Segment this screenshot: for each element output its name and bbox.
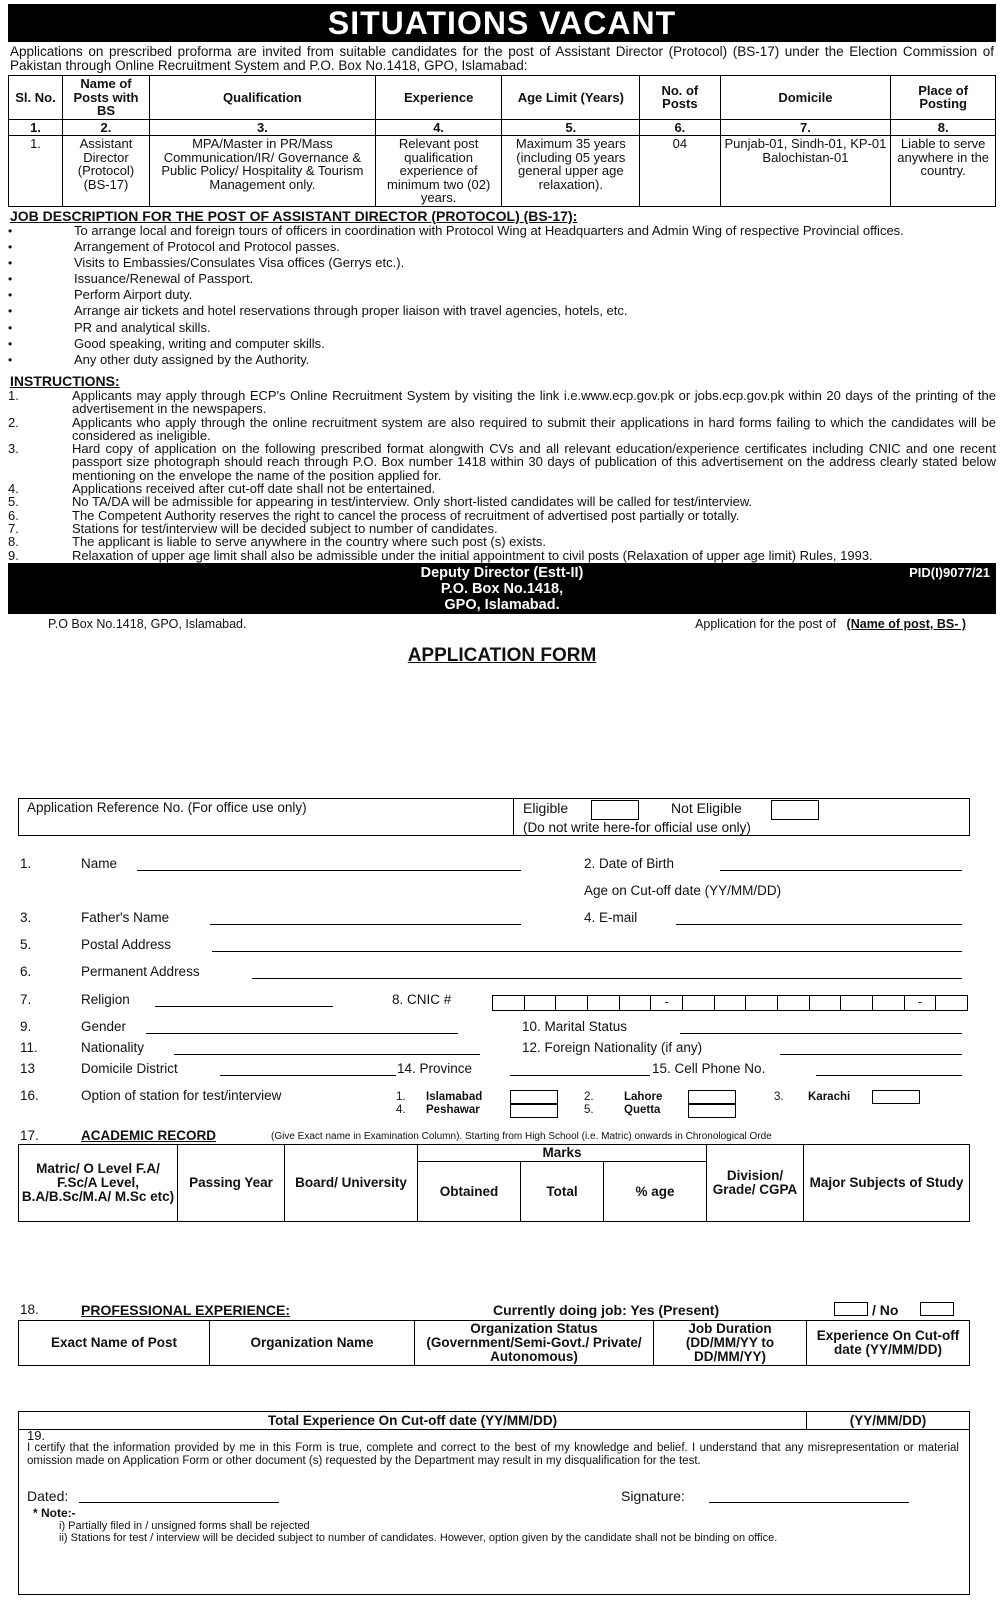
list-item: • Any other duty assigned by the Authority. xyxy=(8,353,996,367)
item-text: Applicants may apply through ECP's Online Recruitment System by visiting the link i.e.www.ecp.gov.pk or jobs.ecp.gov.pk within 20 days of the printing of the advertisement in the newspapers. xyxy=(72,388,996,417)
table-row[interactable] xyxy=(19,1252,970,1267)
station-karachi-checkbox[interactable] xyxy=(872,1090,920,1104)
num-cell: 1. xyxy=(9,119,63,136)
station-number: 3. xyxy=(774,1091,784,1103)
cnic-box[interactable] xyxy=(715,996,747,1010)
station-islamabad-checkbox[interactable] xyxy=(510,1090,558,1104)
item-number: 9. xyxy=(8,547,19,563)
cnic-box[interactable] xyxy=(525,996,557,1010)
item-text: Stations for test/interview will be decided subject to number of candidates. xyxy=(72,520,498,536)
col-division: Division/ Grade/ CGPA xyxy=(707,1145,804,1222)
note-item: i) Partially filed in / unsigned forms shall be rejected xyxy=(59,1520,310,1532)
table-row[interactable] xyxy=(19,1222,970,1238)
not-eligible-checkbox[interactable] xyxy=(771,800,819,820)
cell-posting: Liable to serve anywhere in the country. xyxy=(891,136,996,207)
station-number: 1. xyxy=(396,1091,406,1103)
cell-experience: Relevant post qualification experience of minimum two (02) years. xyxy=(375,136,502,207)
item-text: Applicants who apply through the online recruitment system are also required to submit their applications in hard forms failing to which the candidates will be considered as ineligible. xyxy=(72,414,996,443)
list-item xyxy=(8,549,996,562)
certification-text: I certify that the information provided by me in this Form is true, complete and correct to the best of my knowledge and belief. I understand that any misrepresentation or material omission made on Application Form or other document (s) requested by the Department may result in my disqualification for the test. xyxy=(27,1442,959,1467)
nationality-label: Nationality xyxy=(81,1040,145,1055)
col-post: Name of Posts with BS xyxy=(62,76,149,120)
cnic-box[interactable] xyxy=(936,996,967,1010)
cell-post: Assistant Director (Protocol) (BS-17) xyxy=(62,136,149,207)
item-number: 7. xyxy=(8,520,19,536)
foreign-nationality-field[interactable] xyxy=(780,1040,962,1055)
station-number: 5. xyxy=(584,1104,594,1116)
num-cell: 8. xyxy=(891,119,996,136)
cnic-box[interactable] xyxy=(810,996,842,1010)
station-number: 4. xyxy=(396,1104,406,1116)
po-box-address: P.O Box No.1418, GPO, Islamabad. xyxy=(48,616,247,631)
item-text: The Competent Authority reserves the right to cancel the process of recruitment of advertised post partially or totally. xyxy=(72,507,740,523)
field-number: 19. xyxy=(27,1428,46,1443)
station-peshawar: Peshawar xyxy=(426,1104,480,1116)
address-bar xyxy=(8,563,996,614)
pid-number: PID(I)9077/21 xyxy=(909,564,990,580)
academic-record-table xyxy=(18,1144,970,1297)
eligible-label: Eligible xyxy=(523,800,569,816)
address-line: P.O. Box No.1418, xyxy=(440,580,564,597)
cnic-box[interactable] xyxy=(620,996,652,1010)
domicile-district-field[interactable] xyxy=(220,1061,396,1076)
office-use-box xyxy=(18,798,970,836)
field-number: 6. xyxy=(20,964,32,979)
post-applied-label: Application for the post of xyxy=(695,616,837,631)
field-number: 9. xyxy=(20,1019,32,1034)
col-posts: No. of Posts xyxy=(640,76,720,120)
post-applied-line xyxy=(695,617,966,631)
table-row[interactable] xyxy=(19,1396,970,1412)
cell-domicile: Punjab-01, Sindh-01, KP-01 Balochistan-01 xyxy=(720,136,891,207)
address-line: Deputy Director (Estt-II) xyxy=(420,564,584,581)
col-post: Exact Name of Post xyxy=(19,1321,210,1366)
current-job-yes-checkbox[interactable] xyxy=(834,1302,868,1316)
ref-cell xyxy=(19,799,514,835)
instructions-title: INSTRUCTIONS: xyxy=(10,373,120,389)
table-row[interactable] xyxy=(19,1366,970,1382)
total-experience-value: (YY/MM/DD) xyxy=(807,1412,970,1430)
num-cell: 5. xyxy=(502,119,640,136)
item-text: The applicant is liable to serve anywhere in the country where such post (s) exists. xyxy=(72,534,547,550)
list-item: • Arrangement of Protocol and Protocol passes. xyxy=(8,240,996,254)
item-text: Relaxation of upper age limit shall also be admissible under the initial appointment to civil posts (Relaxation of upper age limit) Rules, 1993. xyxy=(72,547,873,563)
province-field[interactable] xyxy=(510,1061,650,1076)
station-islamabad: Islamabad xyxy=(426,1091,483,1103)
foreign-nationality-label: 12. Foreign Nationality (if any) xyxy=(522,1040,703,1055)
age-label: Age on Cut-off date (YY/MM/DD) xyxy=(584,883,782,898)
current-job-no-checkbox[interactable] xyxy=(920,1302,954,1316)
col-duration: Job Duration (DD/MM/YY to DD/MM/YY) xyxy=(654,1321,807,1366)
col-total: Total xyxy=(521,1162,604,1222)
field-number: 11. xyxy=(20,1040,38,1055)
cnic-box[interactable] xyxy=(873,996,905,1010)
field-number: 5. xyxy=(20,937,32,952)
cnic-dash: - xyxy=(905,996,937,1010)
permanent-address-field[interactable] xyxy=(252,964,962,979)
table-row[interactable] xyxy=(19,1381,970,1396)
list-item: • Good speaking, writing and computer skills. xyxy=(8,337,996,351)
field-number: 7. xyxy=(20,992,32,1007)
item-number: 8. xyxy=(8,534,19,550)
col-subjects: Major Subjects of Study xyxy=(804,1145,970,1222)
father-name-label: Father's Name xyxy=(81,910,170,925)
col-board: Board/ University xyxy=(285,1145,418,1222)
province-label: 14. Province xyxy=(397,1061,473,1076)
col-domicile: Domicile xyxy=(720,76,891,120)
col-marks: Marks xyxy=(418,1145,707,1162)
item-text: No TA/DA will be admissible for appearing in test/interview. Only short-listed candidates will be called for test/interview. xyxy=(72,494,753,510)
num-cell: 6. xyxy=(640,119,720,136)
cnic-box[interactable] xyxy=(778,996,810,1010)
col-percent: % age xyxy=(604,1162,707,1222)
email-label: 4. E-mail xyxy=(584,910,638,925)
father-name-field[interactable] xyxy=(210,910,521,925)
official-note: (Do not write here-for official use only) xyxy=(523,820,751,835)
col-qualification: Qualification xyxy=(149,76,375,120)
item-number: 2. xyxy=(8,414,19,430)
professional-experience-title: PROFESSIONAL EXPERIENCE: xyxy=(81,1302,291,1318)
field-number: 16. xyxy=(20,1088,39,1103)
current-job-label: Currently doing job: Yes (Present) xyxy=(493,1302,720,1318)
item-number: 3. xyxy=(8,441,19,457)
ref-label: Application Reference No. (For office use only) xyxy=(27,800,307,815)
col-posting: Place of Posting xyxy=(891,76,996,120)
col-age: Age Limit (Years) xyxy=(502,76,640,120)
advertisement xyxy=(8,4,996,675)
cell-qualification: MPA/Master in PR/Mass Communication/IR/ Governance & Public Policy/ Hospitality & Tourism Management only. xyxy=(149,136,375,207)
col-year: Passing Year xyxy=(178,1145,285,1222)
field-number: 1. xyxy=(20,856,32,871)
item-number: 4. xyxy=(8,481,19,497)
field-number: 3. xyxy=(20,910,32,925)
permanent-address-label: Permanent Address xyxy=(81,964,200,979)
station-peshawar-checkbox[interactable] xyxy=(510,1104,558,1118)
current-job-no-label: / No xyxy=(872,1302,899,1318)
num-cell: 4. xyxy=(375,119,502,136)
station-karachi: Karachi xyxy=(808,1091,851,1103)
cnic-box[interactable] xyxy=(683,996,715,1010)
cnic-box[interactable] xyxy=(556,996,588,1010)
col-sl: Sl. No. xyxy=(9,76,63,120)
list-item: • Arrange air tickets and hotel reservations through proper liaison with travel agencies, hotels, etc. xyxy=(8,304,996,318)
col-exam: Matric/ O Level F.A/ F.Sc/A Level, B.A/B.Sc/M.A/ M.Sc etc) xyxy=(19,1145,178,1222)
num-cell: 3. xyxy=(149,119,375,136)
experience-table xyxy=(18,1320,970,1430)
list-item xyxy=(8,389,996,416)
field-number: 13 xyxy=(20,1061,36,1076)
list-item xyxy=(8,416,996,443)
dated-field[interactable] xyxy=(79,1488,279,1503)
marital-status-label: 10. Marital Status xyxy=(522,1019,628,1034)
col-org: Organization Name xyxy=(210,1321,415,1366)
list-item xyxy=(8,495,996,508)
cnic-dash: - xyxy=(651,996,683,1010)
table-row[interactable] xyxy=(19,1282,970,1297)
instructions-list xyxy=(8,389,996,562)
dob-field[interactable] xyxy=(720,856,962,871)
cnic-label: 8. CNIC # xyxy=(392,992,452,1007)
domicile-district-label: Domicile District xyxy=(81,1061,178,1076)
address-line: GPO, Islamabad. xyxy=(444,596,560,613)
field-number: 17. xyxy=(20,1128,39,1143)
item-text: Hard copy of application on the following prescribed format alongwith CVs and all relevant education/experience certificates including CNIC and one recent passport size photograph should reach through P.O. Box number 1418 within 30 days of publication of this advertisement on the address clearly stated below mentioning on the envelope the name of the position applied for. xyxy=(72,441,996,483)
marital-status-field[interactable] xyxy=(680,1019,962,1034)
cell-phone-label: 15. Cell Phone No. xyxy=(652,1061,766,1076)
cell-posts: 04 xyxy=(640,136,720,207)
col-experience: Experience xyxy=(375,76,502,120)
gender-label: Gender xyxy=(81,1019,127,1034)
station-quetta: Quetta xyxy=(624,1104,661,1116)
religion-field[interactable] xyxy=(155,992,333,1007)
list-item: • Visits to Embassies/Consulates Visa offices (Gerrys etc.). xyxy=(8,256,996,270)
cnic-box[interactable] xyxy=(746,996,778,1010)
gender-field[interactable] xyxy=(146,1019,458,1034)
nationality-field[interactable] xyxy=(174,1040,480,1055)
item-number: 1. xyxy=(8,388,19,403)
station-quetta-checkbox[interactable] xyxy=(688,1104,736,1118)
num-cell: 2. xyxy=(62,119,149,136)
field-number: 18. xyxy=(20,1302,39,1317)
academic-record-title: ACADEMIC RECORD xyxy=(81,1128,216,1143)
station-number: 2. xyxy=(584,1091,594,1103)
cnic-box[interactable] xyxy=(588,996,620,1010)
intro-paragraph: Applications on prescribed proforma are invited from suitable candidates for the post of Assistant Director (Protocol) (BS-17) under the Election Commission of Pakistan through Online Recruitment System and P.O. Box No.1418, GPO, Islamabad: xyxy=(10,44,994,73)
postal-address-label: Postal Address xyxy=(81,937,172,952)
list-item xyxy=(8,482,996,495)
postal-address-field[interactable] xyxy=(212,937,962,952)
station-lahore-checkbox[interactable] xyxy=(688,1090,736,1104)
list-item: • To arrange local and foreign tours of officers in coordination with Protocol Wing at Headquarters and Admin Wing of respective Provincial offices. xyxy=(8,224,996,238)
table-row[interactable] xyxy=(19,1237,970,1252)
eligible-checkbox[interactable] xyxy=(591,800,639,820)
total-experience-label: Total Experience On Cut-off date (YY/MM/DD) xyxy=(19,1412,807,1430)
dated-label: Dated: xyxy=(27,1488,69,1504)
item-number: 5. xyxy=(8,494,19,510)
name-label: Name xyxy=(81,856,118,871)
item-text: Applications received after cut-off date shall not be entertained. xyxy=(72,481,436,497)
note-item: ii) Stations for test / interview will be decided subject to number of candidates. However, option given by the candidate shall not be binding on office. xyxy=(59,1532,778,1544)
vacancy-table xyxy=(8,75,996,207)
cell-age: Maximum 35 years (including 05 years general upper age relaxation). xyxy=(502,136,640,207)
email-field[interactable] xyxy=(676,910,962,925)
cnic-box[interactable] xyxy=(493,996,525,1010)
banner-title: SITUATIONS VACANT xyxy=(8,4,996,42)
job-description-title: JOB DESCRIPTION FOR THE POST OF ASSISTANT DIRECTOR (PROTOCOL) (BS-17): xyxy=(10,207,578,224)
cell-sl: 1. xyxy=(9,136,63,207)
col-obtained: Obtained xyxy=(418,1162,521,1222)
religion-label: Religion xyxy=(81,992,130,1007)
note-title: * Note:- xyxy=(33,1506,76,1520)
cnic-box[interactable] xyxy=(841,996,873,1010)
cnic-input-boxes[interactable] xyxy=(492,995,968,1011)
num-cell: 7. xyxy=(720,119,891,136)
job-description-list xyxy=(8,224,996,368)
form-address-row xyxy=(48,617,966,631)
dob-label: 2. Date of Birth xyxy=(584,856,675,871)
not-eligible-label: Not Eligible xyxy=(671,800,742,816)
name-field[interactable] xyxy=(137,856,521,871)
cell-phone-field[interactable] xyxy=(816,1061,962,1076)
post-applied-value: (Name of post, BS- ) xyxy=(846,616,966,631)
list-item xyxy=(8,442,996,482)
list-item: • Perform Airport duty. xyxy=(8,288,996,302)
list-item: • Issuance/Renewal of Passport. xyxy=(8,272,996,286)
list-item xyxy=(8,509,996,522)
list-item: • PR and analytical skills. xyxy=(8,321,996,335)
signature-label: Signature: xyxy=(621,1488,685,1504)
form-title: APPLICATION FORM xyxy=(407,644,597,666)
col-exp: Experience On Cut-off date (YY/MM/DD) xyxy=(807,1321,970,1366)
list-item xyxy=(8,522,996,535)
academic-record-note: (Give Exact name in Examination Column). Starting from High School (i.e. Matric) onwards in Chronological Orde xyxy=(271,1131,772,1142)
col-org-status: Organization Status (Government/Semi-Govt./ Private/ Autonomous) xyxy=(415,1321,654,1366)
item-number: 6. xyxy=(8,507,19,523)
table-row[interactable] xyxy=(19,1267,970,1282)
station-lahore: Lahore xyxy=(624,1091,663,1103)
signature-field[interactable] xyxy=(709,1488,909,1503)
list-item xyxy=(8,535,996,548)
station-option-label: Option of station for test/interview xyxy=(81,1088,282,1103)
certification-box xyxy=(18,1422,970,1595)
